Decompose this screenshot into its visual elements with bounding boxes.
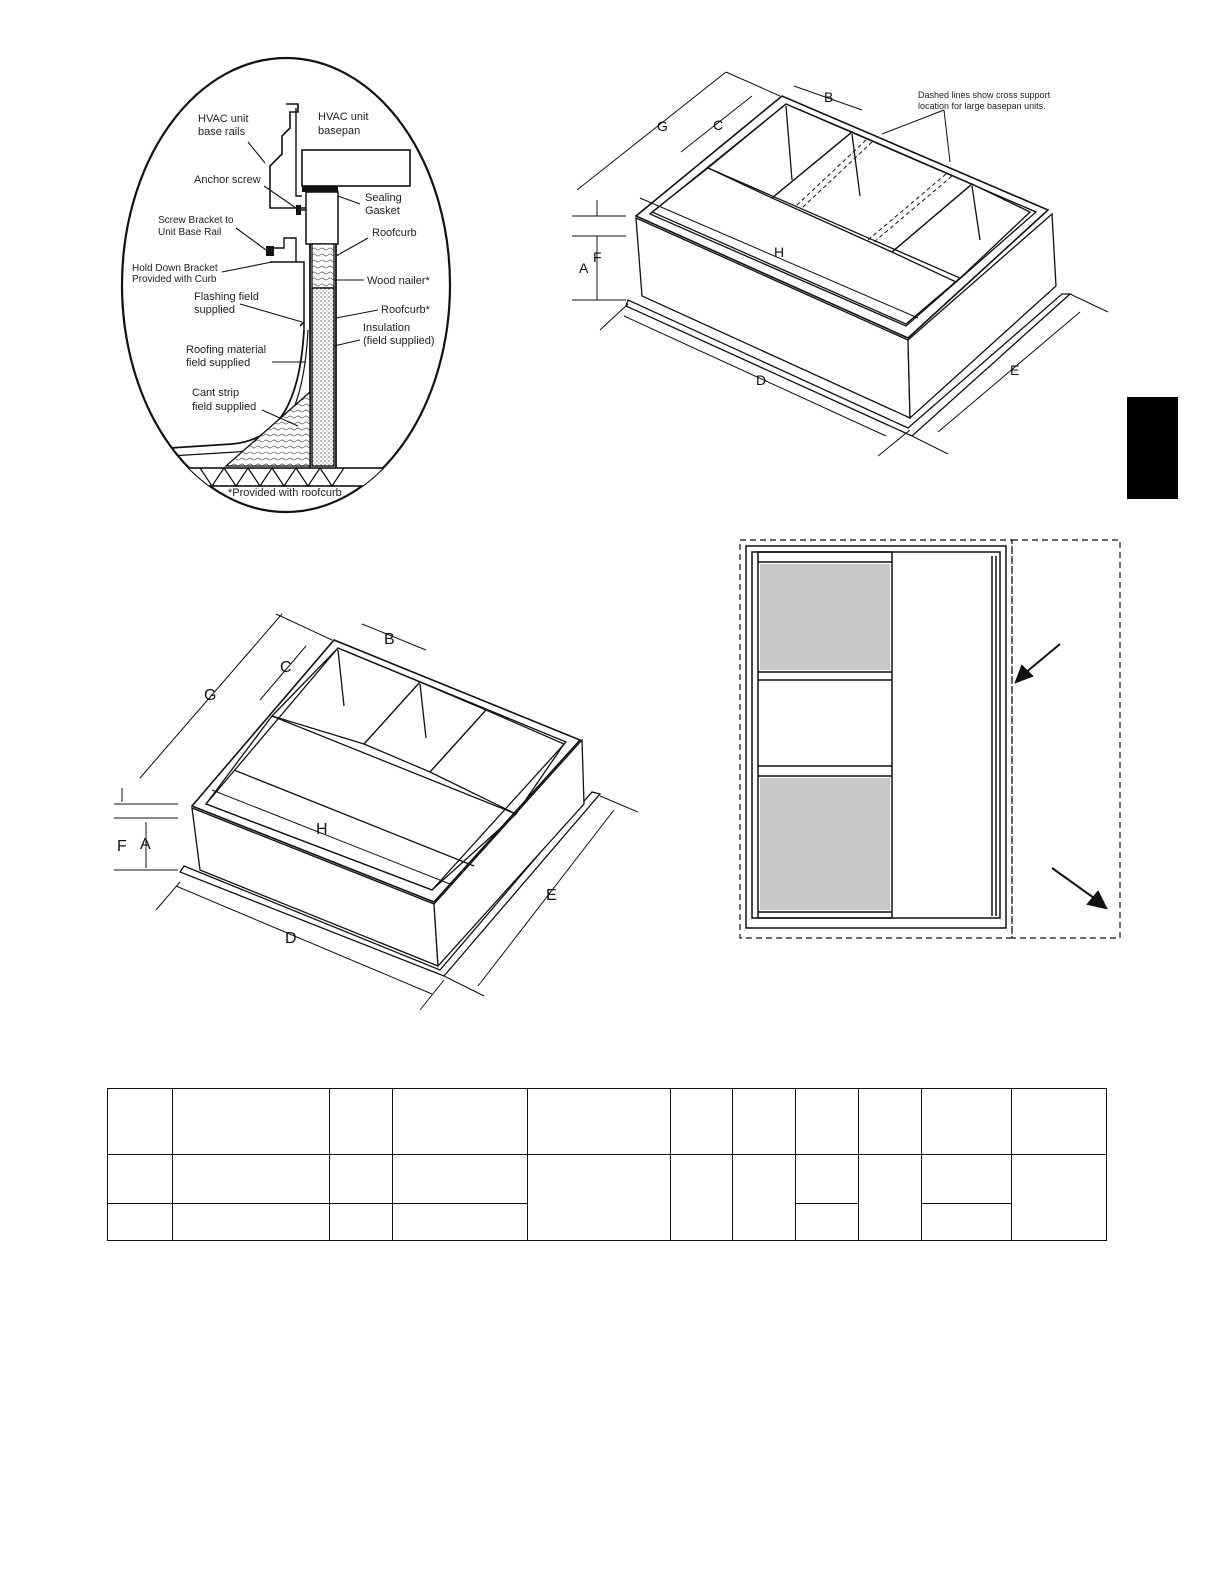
sealing-gasket-shape [302,186,338,192]
large-roofcurb-diagram [560,60,1120,460]
label-sealing-gasket: Sealing Gasket [365,192,402,217]
dim-label-c: C [713,117,724,133]
plan-view-diagram [736,536,1126,942]
dim-label-g: G [204,687,217,704]
dim-label-e: E [546,887,557,904]
dim-label-b: B [384,631,395,648]
dim-label-h: H [774,244,785,260]
dim-label-b: B [824,89,834,105]
label-hvac-basepan: HVAC unit basepan [318,111,369,137]
basepan-shape [302,150,410,186]
insulation-shape [312,288,334,466]
dim-label-g: G [657,118,668,134]
table-row [108,1155,1107,1204]
dim-label-d: D [285,930,297,947]
cross-support-note: Dashed lines show cross support location for large basepan units. [918,90,1051,111]
label-hvac-base-rails: HVAC unit base rails [198,113,249,138]
dim-label-c: C [280,659,292,676]
label-roofcurb: Roofcurb [372,227,417,239]
dim-label-h: H [316,821,328,838]
label-insulation: Insulation (field supplied) [363,322,435,347]
label-flashing: Flashing field supplied [194,291,259,316]
label-hold-down-bracket: Hold Down Bracket Provided with Curb [132,263,218,285]
label-anchor-screw: Anchor screw [194,174,261,186]
label-wood-nailer: Wood nailer* [367,275,430,287]
return-opening-panel [760,564,890,670]
small-roofcurb-diagram [105,600,650,1020]
label-cant-strip: Cant strip field supplied [192,387,257,413]
dimension-table [107,1088,1107,1241]
section-tab [1127,397,1178,499]
arrow-out-icon [1088,892,1106,908]
table-header-row [108,1089,1107,1155]
roofcurb-detail-diagram [110,40,460,530]
supply-opening-panel [760,778,890,910]
roof-deck-shape [120,468,450,486]
wood-nailer-shape [312,244,334,288]
dim-label-f: F [117,838,127,855]
dim-label-a: A [140,836,151,853]
dim-label-e: E [1010,362,1020,378]
label-footnote: *Provided with roofcurb [228,487,342,499]
dim-label-f: F [593,249,602,265]
label-screw-bracket: Screw Bracket to Unit Base Rail [158,215,234,238]
label-roofcurb-star: Roofcurb* [381,304,430,316]
dim-label-a: A [579,260,589,276]
label-roofing-material: Roofing material field supplied [186,344,267,369]
dim-label-d: D [756,372,767,388]
